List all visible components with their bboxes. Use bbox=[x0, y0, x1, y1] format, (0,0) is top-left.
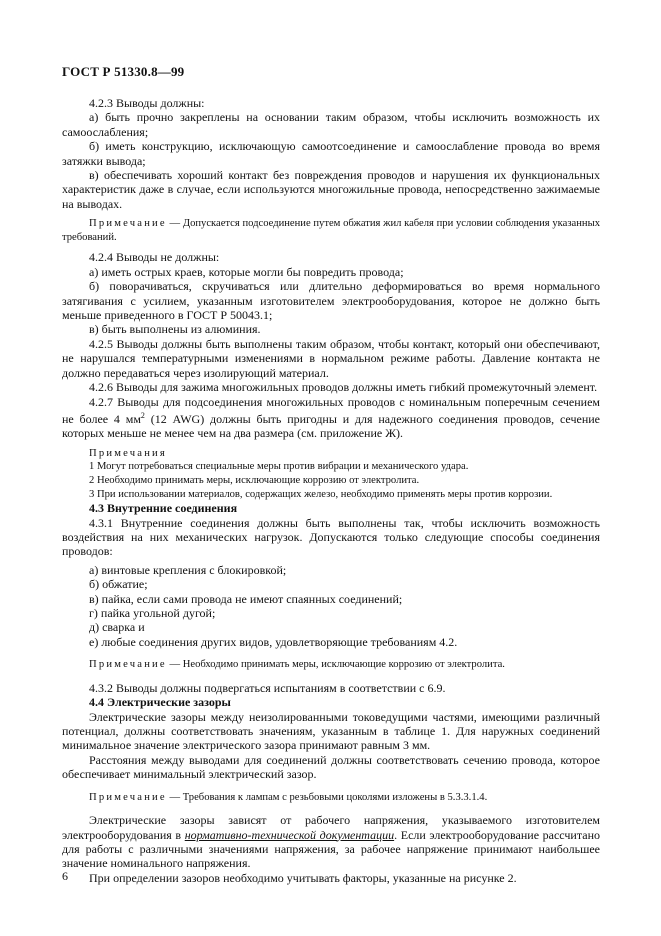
note-label: Примечание bbox=[89, 218, 167, 230]
clause-item: в) обеспечивать хороший контакт без повреждения проводов и нарушения их функциональных характеристик даже в случае, если используются многожильные провода, непосредственно зажимаемые на выводах. bbox=[62, 168, 600, 211]
section-heading-4-4: 4.4 Электрические зазоры bbox=[89, 695, 231, 710]
clause-item: в) быть выполнены из алюминия. bbox=[89, 322, 261, 337]
note bbox=[62, 217, 600, 244]
clause-text: (12 AWG) должны быть пригодны и для надежного соединения проводов, сечение которых меньше не менее чем на два размера (см. приложение Ж). bbox=[62, 411, 600, 441]
clause-4-2-6: 4.2.6 Выводы для зажима многожильных проводов должны иметь гибкий промежуточный элемент. bbox=[89, 380, 598, 395]
note-label: Примечание bbox=[89, 659, 167, 671]
page-number: 6 bbox=[62, 869, 68, 883]
method-item: е) любые соединения других видов, удовлетворяющие требованиям 4.2. bbox=[89, 634, 458, 649]
paragraph: Электрические зазоры между неизолированными токоведущими частями, имеющими различный потенциал, должны соответствовать значениям, указанным в таблице 1. Для наружных соединений минимальное значение электрического зазора принимают равным 3 мм. bbox=[62, 709, 600, 753]
notes-label: Примечания bbox=[89, 447, 167, 459]
note bbox=[62, 658, 600, 672]
clause-4-2-3: 4.2.3 Выводы должны: bbox=[89, 96, 205, 110]
clause-4-3-2: 4.3.2 Выводы должны подвергаться испытаниям в соответствии с 6.9. bbox=[89, 680, 446, 695]
document-body bbox=[62, 96, 600, 885]
superscript: 2 bbox=[140, 410, 145, 420]
note-item: 3 При использовании материалов, содержащих железо, необходимо применять меры против коррозии. bbox=[89, 488, 553, 500]
paragraph-text: Электрические зазоры зависят от рабочего напряжения, указываемого изготовителем электрооборудования в bbox=[62, 813, 600, 842]
paragraph bbox=[62, 813, 600, 871]
note bbox=[62, 791, 600, 805]
clause-4-3-1: 4.3.1 Внутренние соединения должны быть выполнены так, чтобы исключить возможность воздействия на них механических нагрузок. Допускаются только следующие способы соединения проводов: bbox=[62, 515, 600, 559]
paragraph: При определении зазоров необходимо учитывать факторы, указанные на рисунке 2. bbox=[89, 870, 517, 885]
document-header: ГОСТ Р 51330.8—99 bbox=[62, 64, 185, 79]
note-label: Примечание bbox=[89, 791, 167, 803]
note-text: — Допускается подсоединение путем обжатия жил кабеля при условии соблюдения указанных требований. bbox=[62, 218, 600, 243]
clause-4-2-4: 4.2.4 Выводы не должны: bbox=[89, 250, 220, 265]
note-item: 2 Необходимо принимать меры, исключающие коррозию от электролита. bbox=[89, 474, 420, 486]
clause-text: 4.2.7 Выводы для подсоединения многожильных проводов с номинальным поперечным сечением не более 4 мм bbox=[62, 394, 600, 426]
clause-4-2-7 bbox=[62, 395, 600, 441]
method-item: а) винтовые крепления с блокировкой; bbox=[89, 562, 287, 577]
method-item: б) обжатие; bbox=[89, 577, 148, 592]
note-text: — Требования к лампам с резьбовыми цоколями изложены в 5.3.3.1.4. bbox=[166, 791, 488, 803]
clause-item: б) иметь конструкцию, исключающую самоотсоединение и самоослабление провода во время затяжки вывода; bbox=[62, 139, 600, 168]
method-item: г) пайка угольной дугой; bbox=[89, 605, 216, 620]
method-item: в) пайка, если сами провода не имеют спаянных соединений; bbox=[89, 591, 403, 606]
note-text: — Необходимо принимать меры, исключающие коррозию от электролита. bbox=[166, 659, 505, 671]
clause-item: б) поворачиваться, скручиваться или длительно деформироваться во время нормального затягивания с усилием, указанным изготовителем электрооборудования, которое не должно быть меньше приведенного в ГОСТ Р 50043.1; bbox=[62, 279, 600, 323]
clause-4-2-5: 4.2.5 Выводы должны быть выполнены таким образом, чтобы контакт, который они обеспечивают, не нарушался температурными изменениями в нормальном режиме работы. Давление контакта не должно передаваться через изолирующий материал. bbox=[62, 336, 600, 380]
note-item: 1 Могут потребоваться специальные меры против вибрации и механического удара. bbox=[89, 461, 469, 473]
clause-item: а) иметь острых краев, которые могли бы повредить провода; bbox=[89, 264, 404, 279]
notes-heading bbox=[62, 447, 600, 461]
emphasized-text: нормативно-технической документации bbox=[184, 827, 395, 842]
clause-item: а) быть прочно закреплены на основании таким образом, чтобы исключить возможность их самоослабления; bbox=[62, 110, 600, 139]
section-heading-4-3: 4.3 Внутренние соединения bbox=[89, 501, 238, 516]
paragraph-text: . Если электрооборудование рассчитано для работы с различными значениями напряжения, за рабочее напряжение принимают наибольшее значение номинального напряжения. bbox=[62, 827, 600, 871]
method-item: д) сварка и bbox=[89, 620, 145, 635]
paragraph: Расстояния между выводами для соединений должны соответствовать сечению провода, которое обеспечивает минимальный электрический зазор. bbox=[62, 752, 600, 782]
